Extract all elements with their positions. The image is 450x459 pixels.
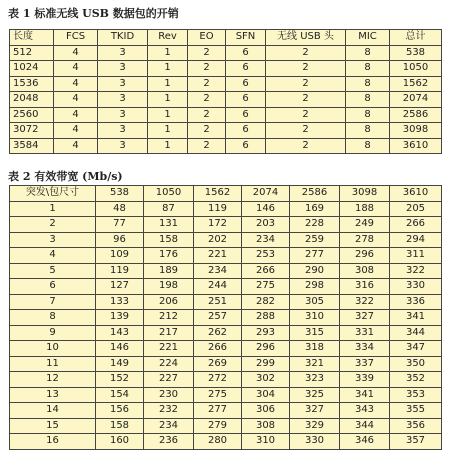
table-cell: 322 — [340, 294, 390, 310]
bandwidth-table — [9, 185, 442, 450]
table-cell: 269 — [194, 356, 242, 372]
table-cell: 353 — [390, 387, 442, 403]
table-cell: 344 — [340, 418, 390, 434]
table-cell: 2 — [188, 138, 226, 154]
table-cell: 212 — [144, 310, 194, 326]
table-cell: 266 — [194, 341, 242, 357]
table-cell: 1 — [148, 138, 188, 154]
table-cell: 205 — [390, 201, 442, 217]
table-cell: 96 — [96, 232, 144, 248]
table-cell: 8 — [346, 76, 390, 92]
table-cell: 2 — [266, 76, 346, 92]
table-row — [10, 138, 442, 154]
table-cell: 146 — [96, 341, 144, 357]
column-header: EO — [188, 30, 226, 46]
table-cell: 259 — [290, 232, 340, 248]
table-cell: 341 — [390, 310, 442, 326]
table-cell: 318 — [290, 341, 340, 357]
table-cell: 8 — [346, 107, 390, 123]
table-cell: 119 — [96, 263, 144, 279]
table-cell: 2 — [266, 45, 346, 61]
table-cell: 6 — [226, 45, 266, 61]
table-cell: 3 — [98, 92, 148, 108]
overhead-table — [9, 29, 442, 154]
table-cell: 8 — [346, 138, 390, 154]
table-row — [10, 248, 442, 264]
table-cell: 334 — [340, 341, 390, 357]
column-header: 2074 — [242, 186, 290, 202]
table-cell: 336 — [390, 294, 442, 310]
table-cell: 3 — [98, 138, 148, 154]
table-cell: 1 — [148, 123, 188, 139]
table-cell: 4 — [54, 138, 98, 154]
table-row — [10, 61, 442, 77]
column-header: 突发\包尺寸 — [10, 186, 96, 202]
table-cell: 327 — [290, 403, 340, 419]
table-cell: 355 — [390, 403, 442, 419]
table-cell: 1 — [148, 45, 188, 61]
table-cell: 350 — [390, 356, 442, 372]
table-cell: 2 — [10, 217, 96, 233]
table-cell: 315 — [290, 325, 340, 341]
table-row — [10, 325, 442, 341]
table-cell: 279 — [194, 418, 242, 434]
table-cell: 234 — [144, 418, 194, 434]
table-cell: 322 — [390, 263, 442, 279]
table-cell: 8 — [346, 123, 390, 139]
table2-header-row — [10, 186, 442, 202]
table-cell: 236 — [144, 434, 194, 450]
table-cell: 330 — [290, 434, 340, 450]
table-cell: 9 — [10, 325, 96, 341]
table-cell: 8 — [10, 310, 96, 326]
table-cell: 290 — [290, 263, 340, 279]
table-cell: 294 — [390, 232, 442, 248]
table-cell: 308 — [242, 418, 290, 434]
table-cell: 305 — [290, 294, 340, 310]
table-cell: 127 — [96, 279, 144, 295]
table-cell: 321 — [290, 356, 340, 372]
table-cell: 293 — [242, 325, 290, 341]
table-cell: 302 — [242, 372, 290, 388]
table1-caption: 表 1 标准无线 USB 数据包的开销 — [8, 7, 179, 20]
table-cell: 221 — [144, 341, 194, 357]
table-cell: 357 — [390, 434, 442, 450]
table-cell: 2 — [188, 92, 226, 108]
table-row — [10, 403, 442, 419]
table-cell: 347 — [390, 341, 442, 357]
table-cell: 304 — [242, 387, 290, 403]
table-cell: 48 — [96, 201, 144, 217]
table-cell: 2 — [188, 107, 226, 123]
table-cell: 77 — [96, 217, 144, 233]
table-cell: 143 — [96, 325, 144, 341]
table-cell: 310 — [290, 310, 340, 326]
table-cell: 1 — [148, 107, 188, 123]
table1-header-row — [10, 30, 442, 46]
table-cell: 3098 — [390, 123, 442, 139]
table-cell: 6 — [226, 107, 266, 123]
table-cell: 6 — [226, 123, 266, 139]
table-cell: 4 — [54, 76, 98, 92]
column-header: 3098 — [340, 186, 390, 202]
table-cell: 327 — [340, 310, 390, 326]
table-cell: 1536 — [10, 76, 54, 92]
table-cell: 311 — [390, 248, 442, 264]
table-cell: 154 — [96, 387, 144, 403]
table-cell: 2 — [266, 107, 346, 123]
table-cell: 6 — [226, 138, 266, 154]
table-cell: 4 — [54, 92, 98, 108]
table-cell: 262 — [194, 325, 242, 341]
table-cell: 310 — [242, 434, 290, 450]
table-cell: 343 — [340, 403, 390, 419]
table-cell: 3610 — [390, 138, 442, 154]
table-cell: 272 — [194, 372, 242, 388]
table-cell: 2586 — [390, 107, 442, 123]
table-cell: 299 — [242, 356, 290, 372]
table-cell: 1 — [148, 61, 188, 77]
table-cell: 280 — [194, 434, 242, 450]
table-cell: 2 — [188, 76, 226, 92]
table-cell: 202 — [194, 232, 242, 248]
table-cell: 2048 — [10, 92, 54, 108]
table-cell: 346 — [340, 434, 390, 450]
table-cell: 296 — [242, 341, 290, 357]
table-cell: 341 — [340, 387, 390, 403]
table-cell: 228 — [290, 217, 340, 233]
table-row — [10, 356, 442, 372]
table-cell: 206 — [144, 294, 194, 310]
table-cell: 329 — [290, 418, 340, 434]
table-cell: 249 — [340, 217, 390, 233]
table-cell: 275 — [242, 279, 290, 295]
column-header: MIC — [346, 30, 390, 46]
table-cell: 234 — [194, 263, 242, 279]
table-row — [10, 387, 442, 403]
table2-caption: 表 2 有效带宽 (Mb/s) — [8, 170, 123, 183]
table-cell: 1 — [10, 201, 96, 217]
column-header: 总计 — [390, 30, 442, 46]
table-cell: 232 — [144, 403, 194, 419]
table-cell: 131 — [144, 217, 194, 233]
table-cell: 119 — [194, 201, 242, 217]
table-cell: 4 — [10, 248, 96, 264]
table-cell: 158 — [144, 232, 194, 248]
table-cell: 325 — [290, 387, 340, 403]
table-cell: 6 — [10, 279, 96, 295]
column-header: TKID — [98, 30, 148, 46]
table-cell: 2 — [188, 123, 226, 139]
table-cell: 6 — [226, 61, 266, 77]
table-cell: 337 — [340, 356, 390, 372]
table-row — [10, 232, 442, 248]
table-cell: 8 — [346, 61, 390, 77]
column-header: 1562 — [194, 186, 242, 202]
table-cell: 10 — [10, 341, 96, 357]
table-row — [10, 263, 442, 279]
table-cell: 224 — [144, 356, 194, 372]
column-header: 1050 — [144, 186, 194, 202]
table-row — [10, 123, 442, 139]
table-cell: 2 — [266, 123, 346, 139]
table-cell: 331 — [340, 325, 390, 341]
table-cell: 4 — [54, 123, 98, 139]
table-cell: 2 — [266, 92, 346, 108]
table-row — [10, 45, 442, 61]
table-row — [10, 76, 442, 92]
table-cell: 306 — [242, 403, 290, 419]
table-cell: 6 — [226, 92, 266, 108]
table-cell: 15 — [10, 418, 96, 434]
table-cell: 7 — [10, 294, 96, 310]
table-cell: 8 — [346, 45, 390, 61]
table-cell: 3 — [98, 45, 148, 61]
table-cell: 13 — [10, 387, 96, 403]
table-cell: 1562 — [390, 76, 442, 92]
table-cell: 3 — [98, 76, 148, 92]
table-cell: 251 — [194, 294, 242, 310]
table-cell: 14 — [10, 403, 96, 419]
table-cell: 5 — [10, 263, 96, 279]
table-cell: 227 — [144, 372, 194, 388]
table-cell: 11 — [10, 356, 96, 372]
table-cell: 8 — [346, 92, 390, 108]
table-row — [10, 434, 442, 450]
table-cell: 198 — [144, 279, 194, 295]
table-cell: 4 — [54, 107, 98, 123]
table-cell: 538 — [390, 45, 442, 61]
table-row — [10, 92, 442, 108]
table-cell: 176 — [144, 248, 194, 264]
table-cell: 2 — [266, 138, 346, 154]
table-cell: 2 — [266, 61, 346, 77]
table-row — [10, 107, 442, 123]
table-cell: 344 — [390, 325, 442, 341]
table-cell: 203 — [242, 217, 290, 233]
table-cell: 3 — [98, 107, 148, 123]
table-cell: 323 — [290, 372, 340, 388]
table-cell: 4 — [54, 61, 98, 77]
table-cell: 288 — [242, 310, 290, 326]
table-cell: 169 — [290, 201, 340, 217]
table-cell: 1 — [148, 76, 188, 92]
column-header: Rev — [148, 30, 188, 46]
column-header: 无线 USB 头 — [266, 30, 346, 46]
table-cell: 3 — [10, 232, 96, 248]
table-cell: 146 — [242, 201, 290, 217]
table-cell: 188 — [340, 201, 390, 217]
table-cell: 221 — [194, 248, 242, 264]
table-row — [10, 279, 442, 295]
table-cell: 352 — [390, 372, 442, 388]
table-cell: 2 — [188, 61, 226, 77]
table-cell: 266 — [390, 217, 442, 233]
table-cell: 16 — [10, 434, 96, 450]
table-cell: 109 — [96, 248, 144, 264]
table-cell: 6 — [226, 76, 266, 92]
table-cell: 139 — [96, 310, 144, 326]
table-cell: 217 — [144, 325, 194, 341]
table-cell: 3 — [98, 123, 148, 139]
table-cell: 296 — [340, 248, 390, 264]
column-header: 538 — [96, 186, 144, 202]
table-cell: 133 — [96, 294, 144, 310]
table-cell: 4 — [54, 45, 98, 61]
table-cell: 277 — [194, 403, 242, 419]
table-cell: 1050 — [390, 61, 442, 77]
table-row — [10, 310, 442, 326]
table-cell: 12 — [10, 372, 96, 388]
column-header: 长度 — [10, 30, 54, 46]
table-cell: 172 — [194, 217, 242, 233]
table-cell: 152 — [96, 372, 144, 388]
table-cell: 1024 — [10, 61, 54, 77]
table-cell: 1 — [148, 92, 188, 108]
table-cell: 2074 — [390, 92, 442, 108]
table-cell: 3584 — [10, 138, 54, 154]
column-header: FCS — [54, 30, 98, 46]
table-cell: 2560 — [10, 107, 54, 123]
table-cell: 266 — [242, 263, 290, 279]
table-cell: 330 — [390, 279, 442, 295]
table-cell: 3072 — [10, 123, 54, 139]
table-cell: 156 — [96, 403, 144, 419]
table-cell: 339 — [340, 372, 390, 388]
table-cell: 278 — [340, 232, 390, 248]
table-cell: 253 — [242, 248, 290, 264]
column-header: 3610 — [390, 186, 442, 202]
table-cell: 3 — [98, 61, 148, 77]
table-row — [10, 201, 442, 217]
table-row — [10, 217, 442, 233]
table-cell: 234 — [242, 232, 290, 248]
table-cell: 189 — [144, 263, 194, 279]
table-row — [10, 341, 442, 357]
table-cell: 356 — [390, 418, 442, 434]
column-header: 2586 — [290, 186, 340, 202]
table-cell: 308 — [340, 263, 390, 279]
table-row — [10, 372, 442, 388]
table-cell: 2 — [188, 45, 226, 61]
table-cell: 87 — [144, 201, 194, 217]
table-cell: 257 — [194, 310, 242, 326]
table-cell: 230 — [144, 387, 194, 403]
table-cell: 316 — [340, 279, 390, 295]
table-row — [10, 418, 442, 434]
table-cell: 298 — [290, 279, 340, 295]
table-cell: 149 — [96, 356, 144, 372]
table-cell: 160 — [96, 434, 144, 450]
table-cell: 275 — [194, 387, 242, 403]
column-header: SFN — [226, 30, 266, 46]
table-cell: 244 — [194, 279, 242, 295]
table-cell: 277 — [290, 248, 340, 264]
table-cell: 512 — [10, 45, 54, 61]
table-row — [10, 294, 442, 310]
table-cell: 158 — [96, 418, 144, 434]
table-cell: 282 — [242, 294, 290, 310]
